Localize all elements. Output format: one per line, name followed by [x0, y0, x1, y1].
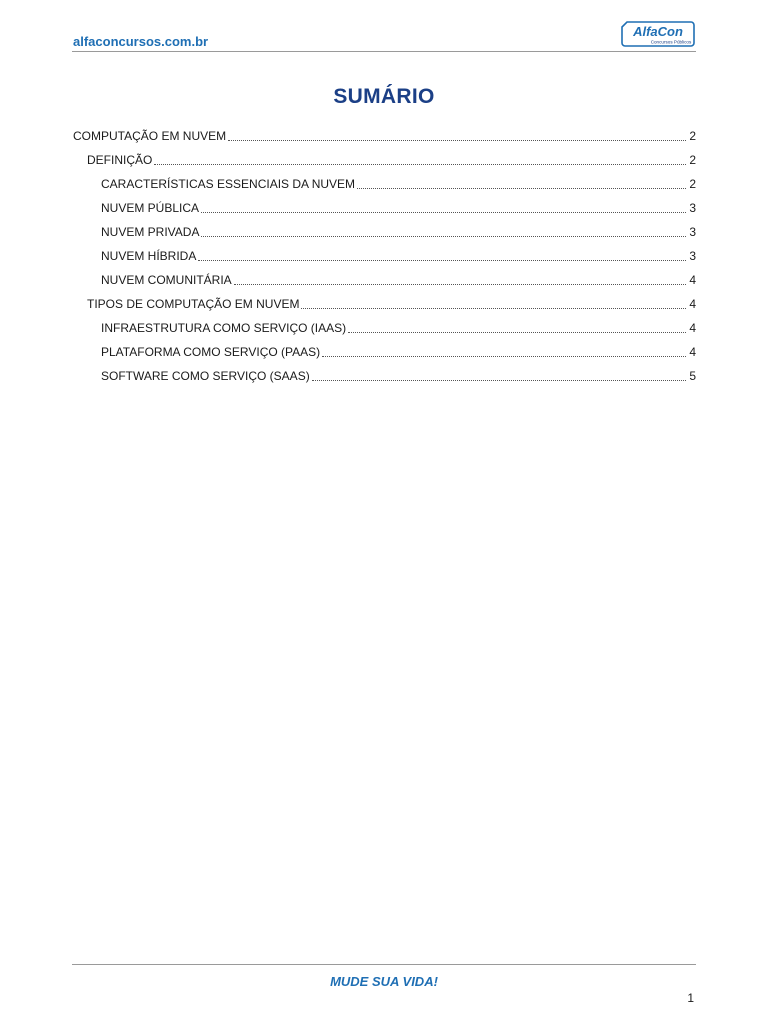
- toc-entry-label: NUVEM PRIVADA: [101, 225, 200, 239]
- toc-entry[interactable]: [72, 316, 696, 340]
- toc-entry-label: TIPOS DE COMPUTAÇÃO EM NUVEM: [87, 297, 300, 311]
- toc-entry-page: 3: [689, 225, 696, 239]
- toc-entry-page: 4: [689, 345, 696, 359]
- toc-dot-leader: [322, 356, 686, 357]
- footer-slogan: MUDE SUA VIDA!: [330, 974, 438, 989]
- table-of-contents: [72, 124, 696, 388]
- footer-divider: [72, 964, 696, 965]
- toc-dot-leader: [154, 164, 686, 165]
- toc-entry-page: 3: [689, 249, 696, 263]
- toc-dot-leader: [201, 236, 686, 237]
- toc-entry-page: 2: [689, 153, 696, 167]
- toc-entry-label: DEFINIÇÃO: [87, 153, 153, 167]
- page-number: 1: [687, 991, 694, 1005]
- toc-entry-label: SOFTWARE COMO SERVIÇO (SAAS): [101, 369, 310, 383]
- toc-entry[interactable]: [72, 364, 696, 388]
- toc-entry-page: 3: [689, 201, 696, 215]
- toc-dot-leader: [201, 212, 686, 213]
- toc-entry[interactable]: [72, 172, 696, 196]
- toc-dot-leader: [234, 284, 686, 285]
- toc-entry[interactable]: [72, 124, 696, 148]
- toc-entry[interactable]: [72, 196, 696, 220]
- toc-entry[interactable]: [72, 148, 696, 172]
- toc-entry-label: NUVEM HÍBRIDA: [101, 249, 197, 263]
- page-title: SUMÁRIO: [333, 85, 435, 108]
- toc-dot-leader: [348, 332, 686, 333]
- alfacon-logo: [621, 21, 695, 47]
- toc-entry-page: 2: [689, 177, 696, 191]
- toc-entry-label: COMPUTAÇÃO EM NUVEM: [73, 129, 227, 143]
- toc-entry-page: 5: [689, 369, 696, 383]
- toc-entry-page: 4: [689, 273, 696, 287]
- toc-entry[interactable]: [72, 292, 696, 316]
- logo-wordmark: AlfaCon: [633, 24, 683, 39]
- logo-subtext: Concursos Públicos: [650, 39, 692, 45]
- site-url-link[interactable]: alfaconcursos.com.br: [73, 34, 209, 49]
- toc-dot-leader: [228, 140, 686, 141]
- toc-entry[interactable]: [72, 220, 696, 244]
- toc-entry[interactable]: [72, 244, 696, 268]
- toc-entry-label: PLATAFORMA COMO SERVIÇO (PAAS): [101, 345, 321, 359]
- header-divider: [72, 51, 696, 52]
- toc-entry-page: 4: [689, 297, 696, 311]
- toc-entry-label: CARACTERÍSTICAS ESSENCIAIS DA NUVEM: [101, 177, 356, 191]
- toc-entry-label: INFRAESTRUTURA COMO SERVIÇO (IAAS): [101, 321, 347, 335]
- toc-entry-page: 2: [689, 129, 696, 143]
- toc-entry-label: NUVEM COMUNITÁRIA: [101, 273, 232, 287]
- toc-dot-leader: [357, 188, 686, 189]
- toc-dot-leader: [301, 308, 686, 309]
- toc-dot-leader: [198, 260, 686, 261]
- toc-entry-page: 4: [689, 321, 696, 335]
- toc-entry[interactable]: [72, 340, 696, 364]
- toc-entry[interactable]: [72, 268, 696, 292]
- toc-entry-label: NUVEM PÚBLICA: [101, 201, 200, 215]
- toc-dot-leader: [312, 380, 686, 381]
